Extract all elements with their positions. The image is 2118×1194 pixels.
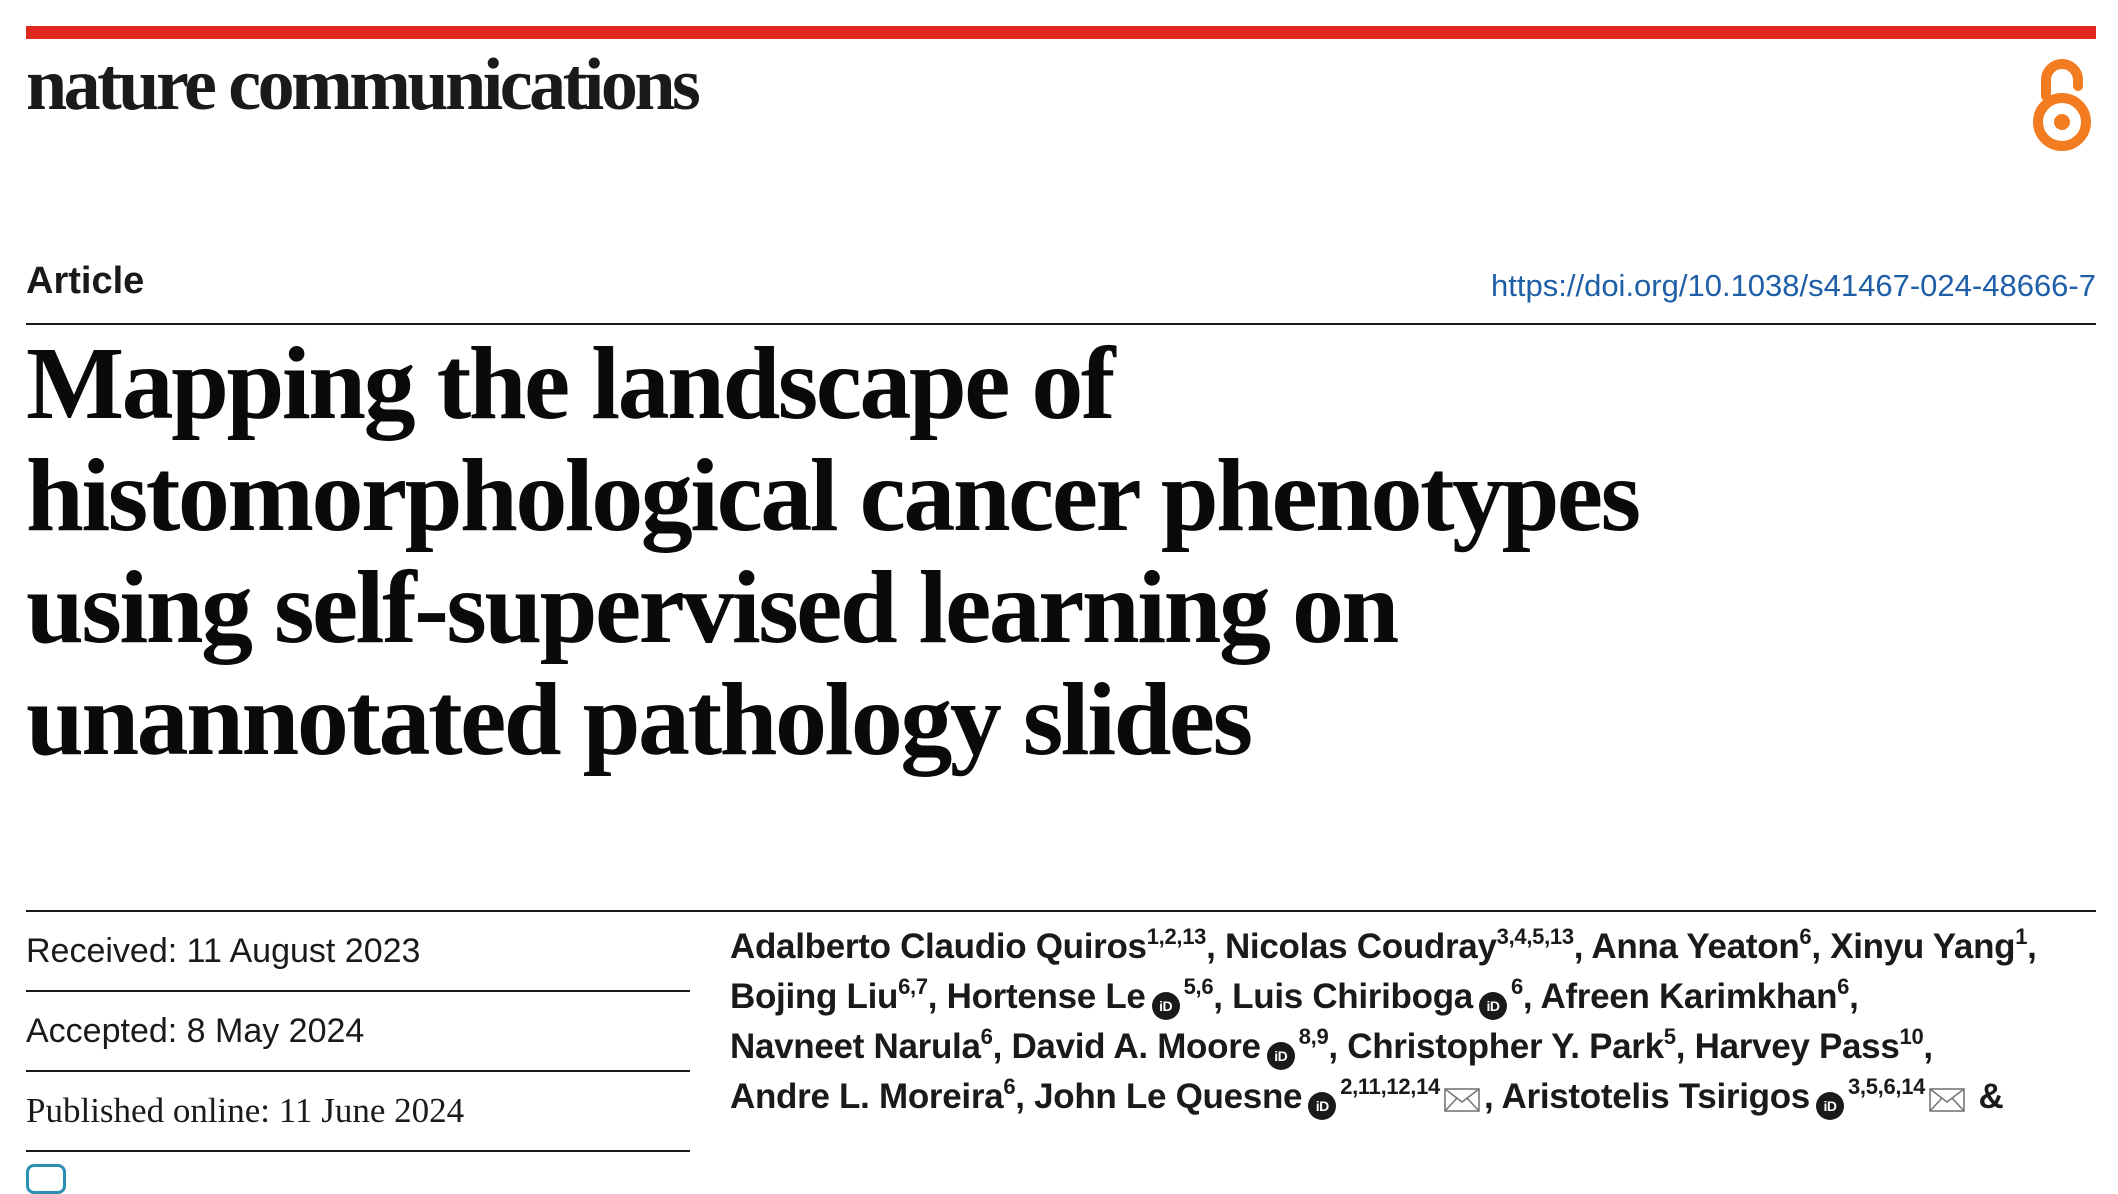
author-separator: ,	[1811, 927, 1831, 966]
author-name[interactable]: Adalberto Claudio Quiros	[730, 927, 1147, 966]
author-list	[730, 922, 2100, 1122]
author-affiliation[interactable]: 3,4,5,13	[1496, 924, 1574, 949]
author-affiliation[interactable]: 3,5,6,14	[1847, 1074, 1926, 1099]
journal-brand-bar	[26, 26, 2096, 39]
author-line	[730, 1072, 2100, 1122]
author-separator: ,	[2027, 927, 2037, 966]
author-separator: ,	[1483, 1077, 1502, 1116]
received-date: Received: 11 August 2023	[26, 912, 690, 992]
article-title	[26, 328, 2086, 776]
title-line: using self-supervised learning on	[26, 550, 1397, 665]
title-line: unannotated pathology slides	[26, 662, 1251, 777]
author-affiliation[interactable]: 6	[980, 1024, 993, 1049]
author-name[interactable]: Harvey Pass	[1694, 1027, 1900, 1066]
open-access-icon[interactable]	[2030, 50, 2094, 154]
email-icon[interactable]	[1929, 1088, 1965, 1112]
author-line	[730, 972, 2100, 1022]
author-name[interactable]: Aristotelis Tsirigos	[1501, 1077, 1810, 1116]
author-name[interactable]: Nicolas Coudray	[1224, 927, 1497, 966]
author-separator: ,	[1923, 1027, 1933, 1066]
author-affiliation[interactable]: 6	[1510, 974, 1523, 999]
author-name[interactable]: Anna Yeaton	[1591, 927, 1800, 966]
author-separator: ,	[927, 977, 947, 1016]
published-date: Published online: 11 June 2024	[26, 1072, 690, 1152]
author-separator: &	[1969, 1077, 2004, 1116]
author-name[interactable]: Xinyu Yang	[1830, 927, 2016, 966]
email-icon[interactable]	[1444, 1088, 1480, 1112]
author-name[interactable]: Christopher Y. Park	[1347, 1027, 1664, 1066]
journal-name[interactable]: nature communications	[26, 44, 698, 126]
author-separator: ,	[1015, 1077, 1035, 1116]
author-affiliation[interactable]: 1,2,13	[1146, 924, 1207, 949]
author-separator: ,	[1213, 977, 1233, 1016]
author-affiliation[interactable]: 5,6	[1183, 974, 1214, 999]
author-line	[730, 1022, 2100, 1072]
title-line: Mapping the landscape of	[26, 326, 1114, 441]
orcid-icon[interactable]: iD	[1308, 1092, 1336, 1120]
author-affiliation[interactable]: 2,11,12,14	[1340, 1074, 1440, 1099]
author-affiliation[interactable]: 6	[1799, 924, 1812, 949]
header-divider	[26, 323, 2096, 325]
accepted-date: Accepted: 8 May 2024	[26, 992, 690, 1072]
author-separator: ,	[1206, 927, 1225, 966]
orcid-icon[interactable]: iD	[1816, 1092, 1844, 1120]
author-name[interactable]: Navneet Narula	[730, 1027, 981, 1066]
publication-dates	[26, 912, 690, 1152]
author-affiliation[interactable]: 1	[2015, 924, 2028, 949]
author-line	[730, 922, 2100, 972]
article-type-label: Article	[26, 260, 145, 302]
author-affiliation[interactable]: 8,9	[1298, 1024, 1329, 1049]
author-name[interactable]: David A. Moore	[1011, 1027, 1261, 1066]
check-for-updates-icon[interactable]	[26, 1164, 66, 1194]
author-name[interactable]: Luis Chiriboga	[1232, 977, 1473, 1016]
orcid-icon[interactable]: iD	[1479, 992, 1507, 1020]
author-name[interactable]: John Le Quesne	[1034, 1077, 1303, 1116]
author-separator: ,	[1675, 1027, 1695, 1066]
author-affiliation[interactable]: 10	[1899, 1024, 1924, 1049]
author-affiliation[interactable]: 6	[1003, 1074, 1016, 1099]
author-affiliation[interactable]: 5	[1663, 1024, 1676, 1049]
author-separator: ,	[992, 1027, 1012, 1066]
orcid-icon[interactable]: iD	[1152, 992, 1180, 1020]
author-affiliation[interactable]: 6	[1837, 974, 1850, 999]
orcid-icon[interactable]: iD	[1267, 1042, 1295, 1070]
author-name[interactable]: Hortense Le	[946, 977, 1146, 1016]
author-affiliation[interactable]: 6,7	[898, 974, 928, 999]
author-separator: ,	[1328, 1027, 1348, 1066]
author-separator: ,	[1522, 977, 1541, 1016]
title-line: histomorphological cancer phenotypes	[26, 438, 1639, 553]
author-separator: ,	[1849, 977, 1859, 1016]
author-separator: ,	[1573, 927, 1592, 966]
author-name[interactable]: Andre L. Moreira	[730, 1077, 1004, 1116]
doi-link[interactable]: https://doi.org/10.1038/s41467-024-48666-7	[1491, 268, 2096, 303]
author-name[interactable]: Bojing Liu	[730, 977, 899, 1016]
author-name[interactable]: Afreen Karimkhan	[1540, 977, 1838, 1016]
